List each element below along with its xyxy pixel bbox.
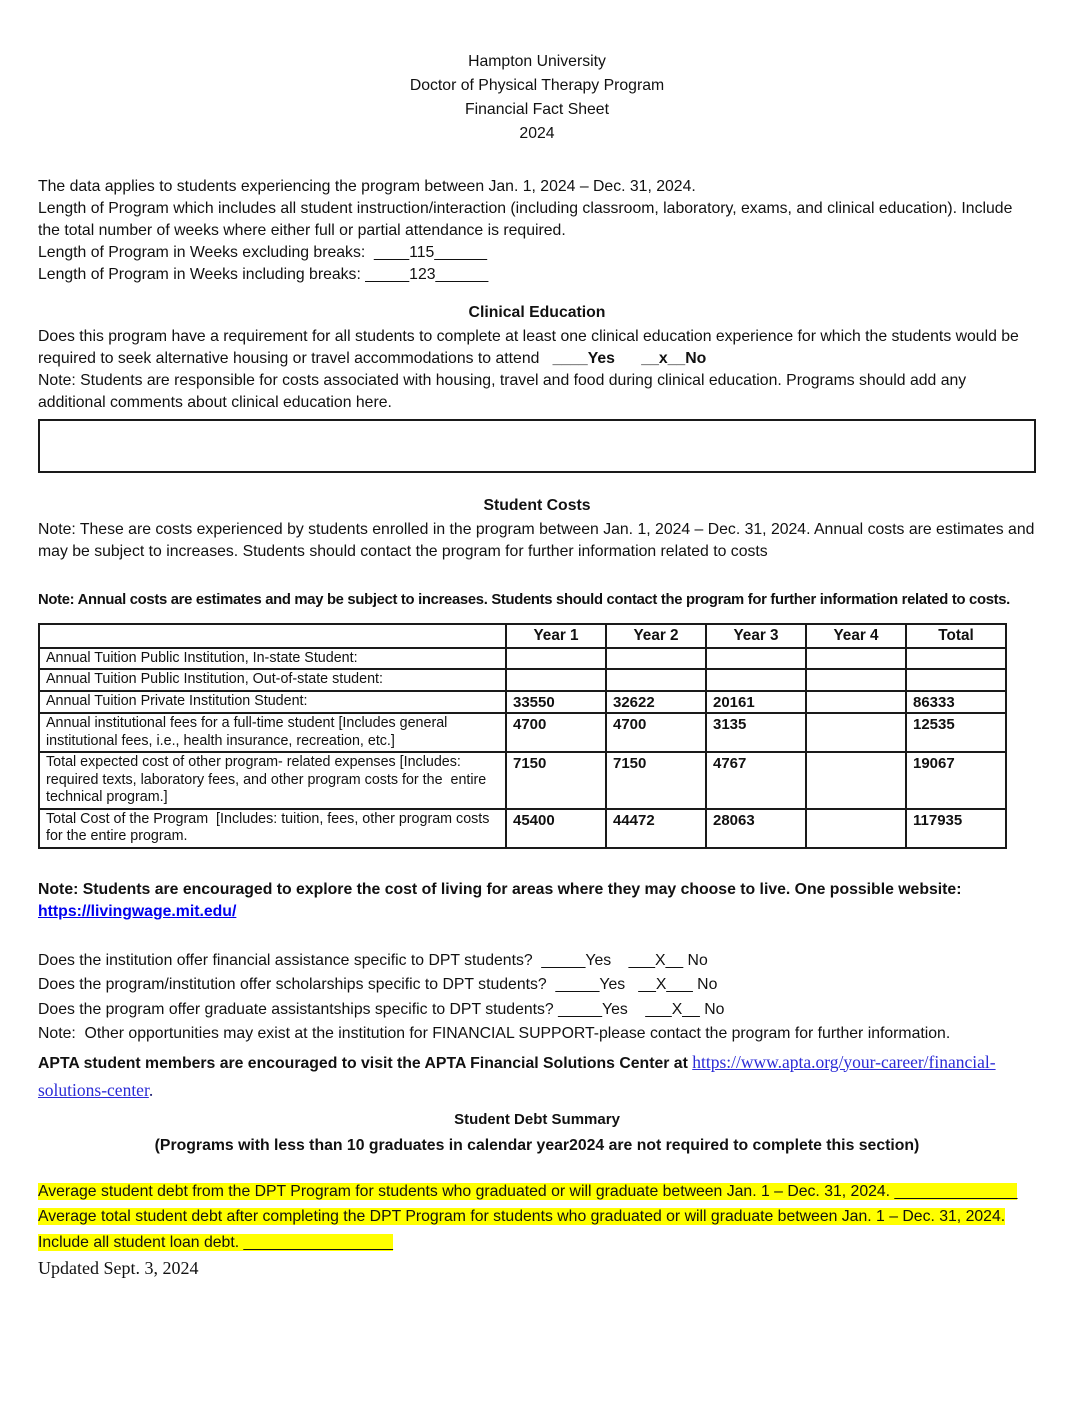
cell-value: 4767 [706, 752, 806, 809]
cell-value: 12535 [906, 713, 1006, 752]
table-header-row [39, 624, 1006, 648]
cell-value: 45400 [506, 809, 606, 848]
other-opportunities-note: Note: Other opportunities may exist at the institution for FINANCIAL SUPPORT-please contact the program for further information. [38, 1025, 951, 1042]
intro-section [38, 176, 1036, 286]
clinical-yes-no-answer: ____Yes __x__No [552, 350, 707, 367]
university-name: Hampton University [468, 53, 606, 70]
student-costs-table [38, 623, 1007, 849]
loan-debt-field: Include all student loan debt. _________________ [38, 1233, 393, 1251]
document-header [38, 50, 1036, 146]
cell-value [706, 648, 806, 670]
cost-of-living-note: Note: Students are encouraged to explore the cost of living for areas where they may choose to live. One possible website: [38, 880, 962, 898]
cell-value [806, 669, 906, 691]
table-row [39, 648, 1006, 670]
cell-value: 3135 [706, 713, 806, 752]
column-header-year2: Year 2 [606, 624, 706, 648]
table-row [39, 809, 1006, 848]
cell-value: 4700 [506, 713, 606, 752]
column-header-year1: Year 1 [506, 624, 606, 648]
student-costs-note-2: Note: Annual costs are estimates and may be subject to increases. Students should contact the program for further information related to costs. [38, 592, 1010, 608]
cell-value [906, 648, 1006, 670]
cell-value [906, 669, 1006, 691]
intro-paragraph-2: Length of Program which includes all student instruction/interaction (including classroom, laboratory, exams, and clinical education). Include the total number of weeks where either full or partial attendance is required. [38, 200, 1017, 239]
table-row [39, 669, 1006, 691]
cell-value [606, 648, 706, 670]
row-label-private-tuition: Annual Tuition Private Institution Student: [39, 691, 506, 714]
cell-value [806, 691, 906, 714]
cell-value: 117935 [906, 809, 1006, 848]
row-label-public-instate: Annual Tuition Public Institution, In-state Student: [39, 648, 506, 670]
loan-debt-line [38, 1230, 1036, 1256]
cell-value [806, 809, 906, 848]
cell-value: 20161 [706, 691, 806, 714]
cell-value: 32622 [606, 691, 706, 714]
question-financial-assistance: Does the institution offer financial assistance specific to DPT students? _____Yes ___X__ No [38, 951, 708, 969]
living-link-line [38, 901, 1036, 923]
student-debt-highlight-block [38, 1179, 1036, 1256]
clinical-education-note: Note: Students are responsible for costs associated with housing, travel and food during clinical education. Programs should add any additional comments about clinical education here. [38, 372, 971, 411]
cell-value [606, 669, 706, 691]
student-debt-summary-heading: Student Debt Summary [454, 1110, 620, 1128]
intro-paragraph-1: The data applies to students experiencing the program between Jan. 1, 2024 – Dec. 31, 2024. [38, 178, 696, 195]
row-label-total-cost: Total Cost of the Program [Includes: tuition, fees, other program costs for the entire program. [39, 809, 506, 848]
row-label-other-expenses: Total expected cost of other program- related expenses [Includes: required texts, laboratory fees, and other program costs for the entire technical program.] [39, 752, 506, 809]
cell-value: 7150 [606, 752, 706, 809]
program-name: Doctor of Physical Therapy Program [409, 77, 665, 94]
clinical-education-heading: Clinical Education [468, 304, 606, 321]
cell-value: 7150 [506, 752, 606, 809]
question-assistantships: Does the program offer graduate assistantships specific to DPT students? _____Yes ___X__ No [38, 1000, 725, 1018]
column-header-year4: Year 4 [806, 624, 906, 648]
clinical-education-question [38, 326, 1036, 370]
table-row [39, 691, 1006, 714]
cell-value: 33550 [506, 691, 606, 714]
table-row [39, 752, 1006, 809]
cell-value: 4700 [606, 713, 706, 752]
question-scholarships: Does the program/institution offer scholarships specific to DPT students? _____Yes __X___ No [38, 976, 718, 993]
cell-value [806, 713, 906, 752]
apta-link-suffix: . [148, 1079, 154, 1100]
avg-debt-line [38, 1179, 1036, 1205]
cell-value: 86333 [906, 691, 1006, 714]
column-header-blank [39, 624, 506, 648]
apta-paragraph [38, 1049, 1036, 1105]
row-label-public-outofstate: Annual Tuition Public Institution, Out-of-state student: [39, 669, 506, 691]
row-label-institutional-fees: Annual institutional fees for a full-time student [Includes general institutional fees, i.e., health insurance, recreation, etc.] [39, 713, 506, 752]
cell-value [506, 648, 606, 670]
cell-value [806, 752, 906, 809]
avg-total-debt-line [38, 1204, 1036, 1230]
document-title: Financial Fact Sheet [464, 101, 609, 118]
cell-value [806, 648, 906, 670]
clinical-comments-box[interactable] [38, 419, 1036, 473]
clinical-question-text: Does this program have a requirement for all students to complete at least one clinical education experience for which the students would be required to seek alternative housing or travel accommodations to attend [38, 328, 1024, 367]
column-header-year3: Year 3 [706, 624, 806, 648]
cell-value [706, 669, 806, 691]
column-header-total: Total [906, 624, 1006, 648]
table-row [39, 713, 1006, 752]
student-costs-note-1: Note: These are costs experienced by students enrolled in the program between Jan. 1, 2024 – Dec. 31, 2024. Annual costs are estimates and may be subject to increases. Students should contact the program for further information related to costs [38, 521, 1039, 560]
length-excluding-breaks-field: Length of Program in Weeks excluding breaks: ____115______ [38, 244, 488, 261]
financial-questions-section [38, 949, 1036, 1047]
document-year: 2024 [519, 125, 555, 142]
cell-value: 19067 [906, 752, 1006, 809]
student-debt-summary-subheading: (Programs with less than 10 graduates in calendar year2024 are not required to complete this section) [154, 1136, 920, 1154]
student-costs-heading: Student Costs [483, 497, 591, 514]
avg-total-debt-text: Average total student debt after completing the DPT Program for students who graduated or will graduate between Jan. 1 – Dec. 31, 2024. [38, 1208, 1006, 1225]
cell-value: 44472 [606, 809, 706, 848]
cell-value [506, 669, 606, 691]
updated-date: Updated Sept. 3, 2024 [38, 1258, 199, 1278]
livingwage-link[interactable]: https://livingwage.mit.edu/ [38, 902, 237, 920]
apta-text: APTA student members are encouraged to visit the APTA Financial Solutions Center at [38, 1054, 693, 1072]
cell-value: 28063 [706, 809, 806, 848]
apta-link[interactable]: https://www.apta.org/your-career/financial-solutions-center [38, 1051, 996, 1100]
length-including-breaks-field: Length of Program in Weeks including breaks: _____123______ [38, 266, 489, 283]
avg-debt-field: Average student debt from the DPT Program for students who graduated or will graduate between Jan. 1 – Dec. 31, 2024. ______________ [38, 1182, 1018, 1200]
